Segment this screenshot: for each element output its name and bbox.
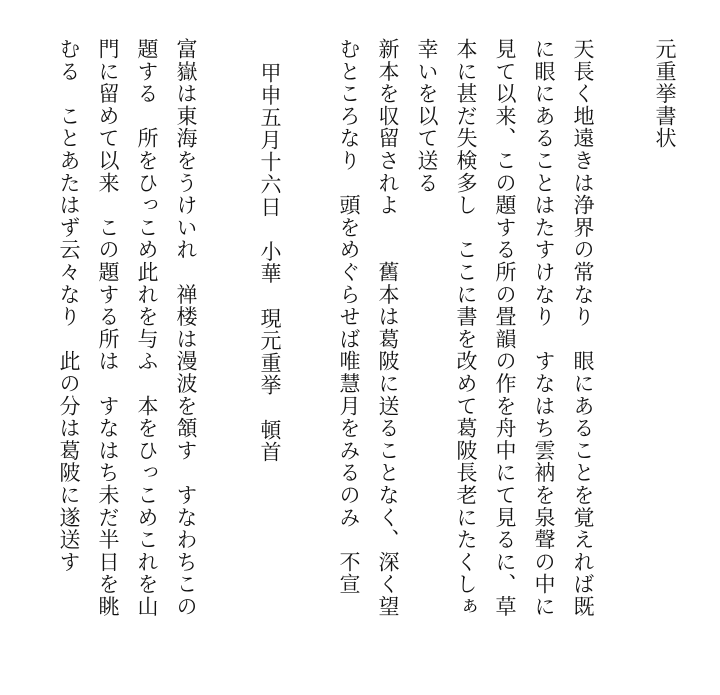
text-line-9: 富嶽は東海をうけいれ 禅楼は漫波を頷す すなわちこの (174, 38, 198, 618)
text-line-6: 新本を収留されよ 舊本は葛陂に送ることなく、深く望 (376, 38, 400, 618)
text-line-3: 見て以来、この題する所の畳韻の作を舟中にて見るに、草 (493, 38, 517, 618)
text-line-5: 幸いを以て送る (415, 38, 439, 195)
text-line-12: むる ことあたはず云々なり 此の分は葛陂に遂送す (57, 38, 81, 574)
date-signature-line: 甲申五月十六日 小華 現元重挙 頓首 (258, 62, 282, 464)
text-line-2: に眼にあることはたすけなり すなはち雲衲を泉聲の中に (532, 38, 556, 618)
text-line-10: 題する 所をひっこめ此れを与ふ 本をひっこめこれを山 (135, 38, 159, 618)
text-line-1: 天長く地遠きは浄界の常なり 眼にあることを覚えれば既 (571, 38, 595, 618)
text-line-4: 本に甚だ失検多し ここに書を改めて葛陂長老にたくしぁ (454, 38, 478, 618)
letter-title: 元重挙書状 (653, 38, 677, 150)
text-line-11: 門に留めて以来 この題する所は すなはち未だ半日を眺 (96, 38, 120, 618)
text-line-7: むところなり 頭をめぐらせば唯慧月をみるのみ 不宣 (337, 38, 361, 596)
